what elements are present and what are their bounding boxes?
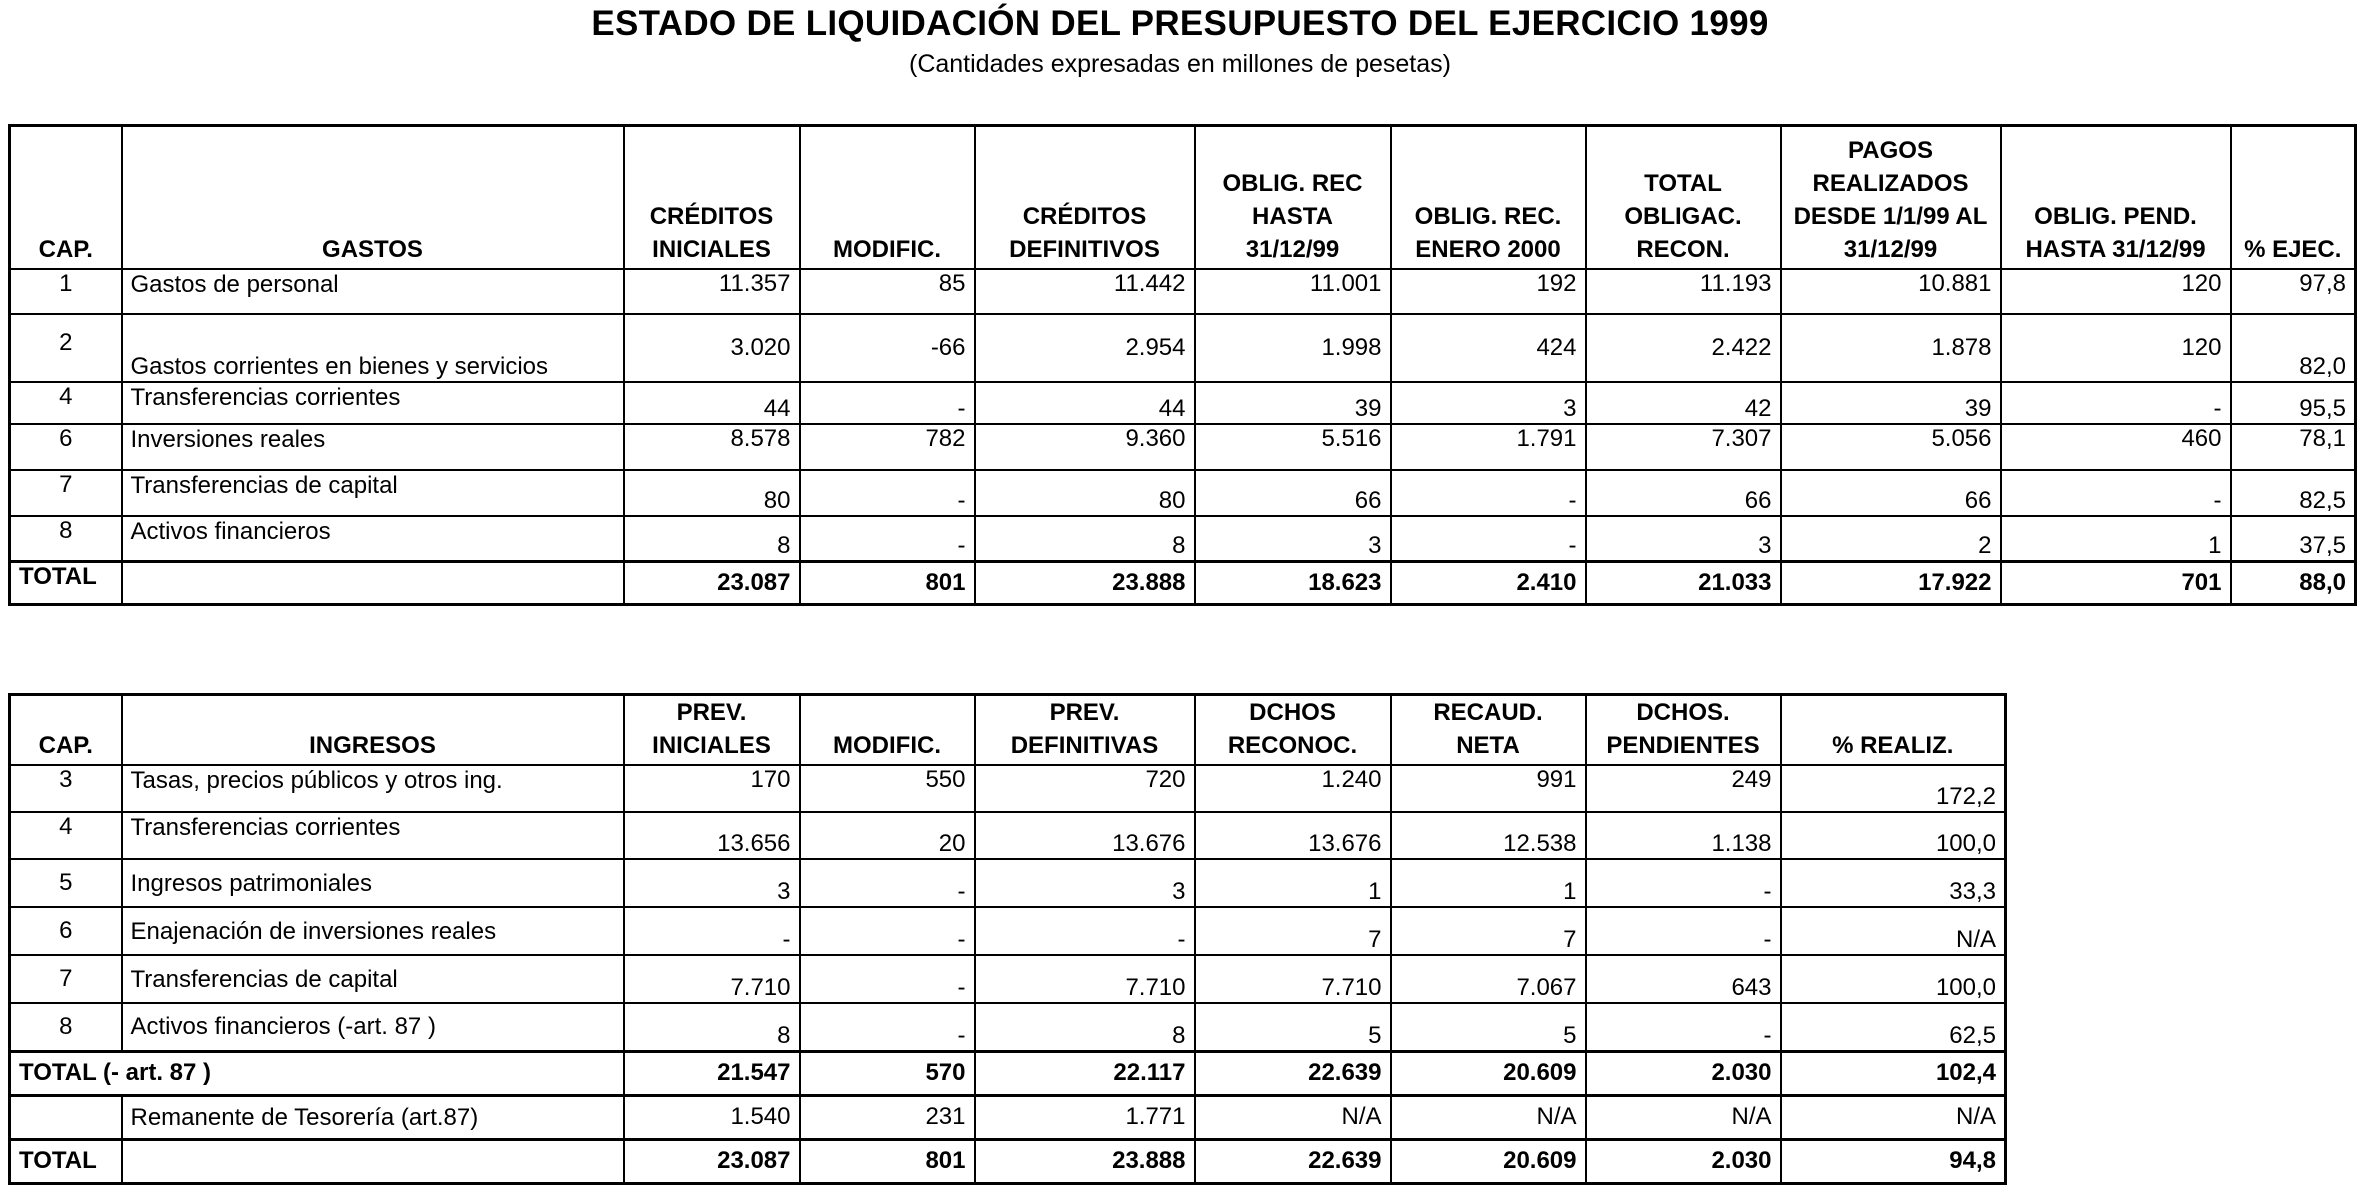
gastos-table xyxy=(8,124,2357,606)
table-row xyxy=(10,907,2006,955)
empty-cell xyxy=(10,1095,122,1139)
cap-cell: 2 xyxy=(10,314,122,382)
total-value-cell: 20.609 xyxy=(1391,1139,1586,1183)
value-cell: 5.516 xyxy=(1195,424,1391,470)
value-cell: 7 xyxy=(1195,907,1391,955)
cap-cell: 6 xyxy=(10,424,122,470)
cap-cell: 1 xyxy=(10,269,122,314)
value-cell: - xyxy=(800,1003,975,1051)
value-cell: 782 xyxy=(800,424,975,470)
gastos-header-row xyxy=(10,126,2356,269)
total-value-cell: 701 xyxy=(2001,562,2231,605)
value-cell: 11.193 xyxy=(1586,269,1781,314)
value-cell: 33,3 xyxy=(1781,859,2006,907)
value-cell: N/A xyxy=(1781,1095,2006,1139)
value-cell: 5 xyxy=(1391,1003,1586,1051)
value-cell: 3 xyxy=(624,859,800,907)
ingresos-header-dchos-pendientes: DCHOS. PENDIENTES xyxy=(1586,695,1781,766)
page-title: ESTADO DE LIQUIDACIÓN DEL PRESUPUESTO DEL EJERCICIO 1999 xyxy=(591,4,1769,43)
value-cell: 95,5 xyxy=(2231,382,2356,424)
gastos-header-pagos-realizados: PAGOS REALIZADOS DESDE 1/1/99 AL 31/12/99 xyxy=(1781,126,2001,269)
subtotal-row xyxy=(10,1051,2006,1095)
value-cell: - xyxy=(2001,382,2231,424)
value-cell: 39 xyxy=(1195,382,1391,424)
gastos-header-oblig-rec-hasta: OBLIG. REC HASTA 31/12/99 xyxy=(1195,126,1391,269)
total-value-cell: 2.030 xyxy=(1586,1139,1781,1183)
value-cell: 85 xyxy=(800,269,975,314)
cap-cell: 4 xyxy=(10,812,122,859)
value-cell: 192 xyxy=(1391,269,1586,314)
empty-cell xyxy=(122,562,624,605)
value-cell: 550 xyxy=(800,765,975,812)
total-value-cell: 102,4 xyxy=(1781,1051,2006,1095)
value-cell: 13.656 xyxy=(624,812,800,859)
total-value-cell: 21.033 xyxy=(1586,562,1781,605)
desc-cell: Inversiones reales xyxy=(122,424,624,470)
value-cell: 42 xyxy=(1586,382,1781,424)
cap-cell: 8 xyxy=(10,516,122,562)
ingresos-header-cap: CAP. xyxy=(10,695,122,766)
value-cell: 8 xyxy=(975,516,1195,562)
value-cell: 1.878 xyxy=(1781,314,2001,382)
total-value-cell: 23.087 xyxy=(624,562,800,605)
value-cell: 1.138 xyxy=(1586,812,1781,859)
total-value-cell: 2.410 xyxy=(1391,562,1586,605)
value-cell: 120 xyxy=(2001,269,2231,314)
total-value-cell: 22.639 xyxy=(1195,1051,1391,1095)
total-row xyxy=(10,1139,2006,1183)
value-cell: 3 xyxy=(1195,516,1391,562)
ingresos-header-row xyxy=(10,695,2006,766)
cap-cell: 8 xyxy=(10,1003,122,1051)
value-cell: - xyxy=(1391,470,1586,516)
value-cell: 37,5 xyxy=(2231,516,2356,562)
total-label: TOTAL xyxy=(10,562,122,605)
gastos-header-modific: MODIFIC. xyxy=(800,126,975,269)
table-row xyxy=(10,812,2006,859)
desc-cell: Transferencias corrientes xyxy=(122,382,624,424)
value-cell: - xyxy=(800,382,975,424)
desc-cell: Transferencias de capital xyxy=(122,955,624,1003)
value-cell: 80 xyxy=(624,470,800,516)
total-value-cell: 21.547 xyxy=(624,1051,800,1095)
gastos-header-desc: GASTOS xyxy=(122,126,624,269)
gastos-header-cap: CAP. xyxy=(10,126,122,269)
cap-cell: 7 xyxy=(10,955,122,1003)
ingresos-header-prev-iniciales: PREV. INICIALES xyxy=(624,695,800,766)
value-cell: 249 xyxy=(1586,765,1781,812)
value-cell: 62,5 xyxy=(1781,1003,2006,1051)
value-cell: - xyxy=(1586,907,1781,955)
value-cell: 10.881 xyxy=(1781,269,2001,314)
empty-cell xyxy=(122,1139,624,1183)
value-cell: 991 xyxy=(1391,765,1586,812)
value-cell: - xyxy=(2001,470,2231,516)
total-value-cell: 94,8 xyxy=(1781,1139,2006,1183)
value-cell: N/A xyxy=(1586,1095,1781,1139)
value-cell: 66 xyxy=(1586,470,1781,516)
total-value-cell: 23.087 xyxy=(624,1139,800,1183)
gastos-header-total-obligac: TOTAL OBLIGAC. RECON. xyxy=(1586,126,1781,269)
value-cell: 100,0 xyxy=(1781,812,2006,859)
total-value-cell: 20.609 xyxy=(1391,1051,1586,1095)
value-cell: 9.360 xyxy=(975,424,1195,470)
page-subtitle: (Cantidades expresadas en millones de pesetas) xyxy=(909,50,1451,78)
value-cell: 5.056 xyxy=(1781,424,2001,470)
value-cell: 13.676 xyxy=(1195,812,1391,859)
value-cell: - xyxy=(624,907,800,955)
table-row xyxy=(10,269,2356,314)
value-cell: 13.676 xyxy=(975,812,1195,859)
value-cell: 3.020 xyxy=(624,314,800,382)
value-cell: 3 xyxy=(1391,382,1586,424)
value-cell: 3 xyxy=(1586,516,1781,562)
value-cell: 231 xyxy=(800,1095,975,1139)
value-cell: 2 xyxy=(1781,516,2001,562)
value-cell: 11.357 xyxy=(624,269,800,314)
value-cell: 66 xyxy=(1195,470,1391,516)
cap-cell: 5 xyxy=(10,859,122,907)
total-label: TOTAL xyxy=(10,1139,122,1183)
ingresos-header-modific: MODIFIC. xyxy=(800,695,975,766)
table-row xyxy=(10,314,2356,382)
desc-cell: Transferencias de capital xyxy=(122,470,624,516)
total-value-cell: 88,0 xyxy=(2231,562,2356,605)
desc-cell: Activos financieros xyxy=(122,516,624,562)
cap-cell: 4 xyxy=(10,382,122,424)
value-cell: 170 xyxy=(624,765,800,812)
value-cell: 7.710 xyxy=(1195,955,1391,1003)
value-cell: N/A xyxy=(1195,1095,1391,1139)
value-cell: 7.307 xyxy=(1586,424,1781,470)
value-cell: 1 xyxy=(1391,859,1586,907)
cap-cell: 3 xyxy=(10,765,122,812)
value-cell: - xyxy=(800,470,975,516)
value-cell: 44 xyxy=(624,382,800,424)
remanente-desc: Remanente de Tesorería (art.87) xyxy=(122,1095,624,1139)
table-row xyxy=(10,1003,2006,1051)
table-row xyxy=(10,955,2006,1003)
value-cell: N/A xyxy=(1391,1095,1586,1139)
value-cell: - xyxy=(800,907,975,955)
value-cell: 100,0 xyxy=(1781,955,2006,1003)
gastos-header-creditos-iniciales: CRÉDITOS INICIALES xyxy=(624,126,800,269)
value-cell: - xyxy=(800,859,975,907)
value-cell: 3 xyxy=(975,859,1195,907)
value-cell: 82,5 xyxy=(2231,470,2356,516)
gastos-header-oblig-rec-enero: OBLIG. REC. ENERO 2000 xyxy=(1391,126,1586,269)
total-value-cell: 23.888 xyxy=(975,1139,1195,1183)
value-cell: 643 xyxy=(1586,955,1781,1003)
value-cell: 1 xyxy=(2001,516,2231,562)
value-cell: 8 xyxy=(975,1003,1195,1051)
value-cell: 5 xyxy=(1195,1003,1391,1051)
value-cell: - xyxy=(800,955,975,1003)
ingresos-header-prev-definitivas: PREV. DEFINITIVAS xyxy=(975,695,1195,766)
value-cell: 78,1 xyxy=(2231,424,2356,470)
value-cell: 82,0 xyxy=(2231,314,2356,382)
value-cell: - xyxy=(1391,516,1586,562)
total-value-cell: 22.117 xyxy=(975,1051,1195,1095)
value-cell: 12.538 xyxy=(1391,812,1586,859)
value-cell: 11.001 xyxy=(1195,269,1391,314)
value-cell: 172,2 xyxy=(1781,765,2006,812)
value-cell: 39 xyxy=(1781,382,2001,424)
value-cell: 8 xyxy=(624,1003,800,1051)
value-cell: 8 xyxy=(624,516,800,562)
desc-cell: Gastos corrientes en bienes y servicios xyxy=(122,314,624,382)
gastos-header-pct-ejec: % EJEC. xyxy=(2231,126,2356,269)
value-cell: 7 xyxy=(1391,907,1586,955)
value-cell: - xyxy=(1586,859,1781,907)
value-cell: 424 xyxy=(1391,314,1586,382)
value-cell: - xyxy=(975,907,1195,955)
value-cell: 460 xyxy=(2001,424,2231,470)
total-value-cell: 23.888 xyxy=(975,562,1195,605)
value-cell: 120 xyxy=(2001,314,2231,382)
total-row xyxy=(10,562,2356,605)
table-row xyxy=(10,859,2006,907)
desc-cell: Enajenación de inversiones reales xyxy=(122,907,624,955)
value-cell: 7.710 xyxy=(975,955,1195,1003)
total-value-cell: 22.639 xyxy=(1195,1139,1391,1183)
total-value-cell: 570 xyxy=(800,1051,975,1095)
table-row xyxy=(10,424,2356,470)
desc-cell: Tasas, precios públicos y otros ing. xyxy=(122,765,624,812)
total-value-cell: 801 xyxy=(800,1139,975,1183)
total-value-cell: 2.030 xyxy=(1586,1051,1781,1095)
table-row xyxy=(10,516,2356,562)
value-cell: 1.240 xyxy=(1195,765,1391,812)
desc-cell: Ingresos patrimoniales xyxy=(122,859,624,907)
value-cell: 97,8 xyxy=(2231,269,2356,314)
value-cell: - xyxy=(800,516,975,562)
table-row xyxy=(10,382,2356,424)
value-cell: 44 xyxy=(975,382,1195,424)
desc-cell: Activos financieros (-art. 87 ) xyxy=(122,1003,624,1051)
value-cell: - xyxy=(1586,1003,1781,1051)
value-cell: 1.540 xyxy=(624,1095,800,1139)
value-cell: 1.791 xyxy=(1391,424,1586,470)
ingresos-table xyxy=(8,693,2007,1185)
value-cell: 720 xyxy=(975,765,1195,812)
value-cell: 66 xyxy=(1781,470,2001,516)
ingresos-header-pct-realiz: % REALIZ. xyxy=(1781,695,2006,766)
table-row xyxy=(10,470,2356,516)
value-cell: 7.067 xyxy=(1391,955,1586,1003)
value-cell: 1.771 xyxy=(975,1095,1195,1139)
cap-cell: 7 xyxy=(10,470,122,516)
total-value-cell: 17.922 xyxy=(1781,562,2001,605)
desc-cell: Gastos de personal xyxy=(122,269,624,314)
value-cell: 20 xyxy=(800,812,975,859)
gastos-header-creditos-definitivos: CRÉDITOS DEFINITIVOS xyxy=(975,126,1195,269)
ingresos-header-dchos-reconoc: DCHOS RECONOC. xyxy=(1195,695,1391,766)
value-cell: 1 xyxy=(1195,859,1391,907)
total-value-cell: 801 xyxy=(800,562,975,605)
value-cell: N/A xyxy=(1781,907,2006,955)
value-cell: 1.998 xyxy=(1195,314,1391,382)
gastos-header-oblig-pend: OBLIG. PEND. HASTA 31/12/99 xyxy=(2001,126,2231,269)
value-cell: 80 xyxy=(975,470,1195,516)
ingresos-header-recaud-neta: RECAUD. NETA xyxy=(1391,695,1586,766)
value-cell: -66 xyxy=(800,314,975,382)
total-value-cell: 18.623 xyxy=(1195,562,1391,605)
value-cell: 2.422 xyxy=(1586,314,1781,382)
value-cell: 11.442 xyxy=(975,269,1195,314)
ingresos-header-desc: INGRESOS xyxy=(122,695,624,766)
remanente-row xyxy=(10,1095,2006,1139)
value-cell: 2.954 xyxy=(975,314,1195,382)
value-cell: 7.710 xyxy=(624,955,800,1003)
value-cell: 8.578 xyxy=(624,424,800,470)
cap-cell: 6 xyxy=(10,907,122,955)
table-row xyxy=(10,765,2006,812)
desc-cell: Transferencias corrientes xyxy=(122,812,624,859)
subtotal-label: TOTAL (- art. 87 ) xyxy=(10,1051,624,1095)
